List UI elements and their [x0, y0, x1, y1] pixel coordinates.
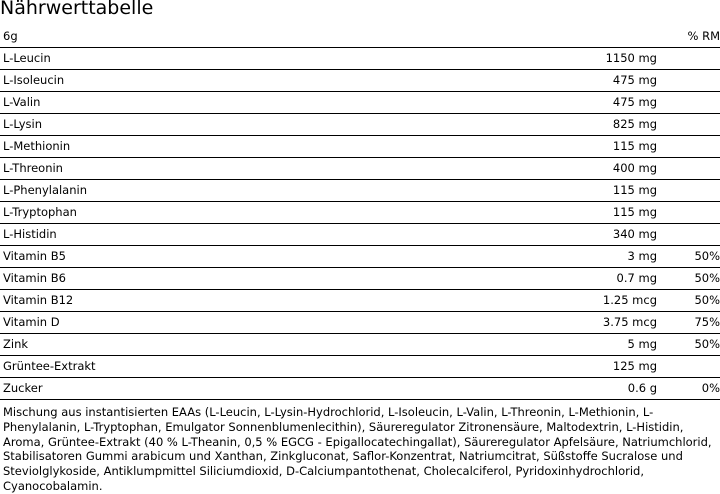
table-row: [0, 290, 720, 312]
table-row: [0, 180, 720, 202]
table-row: [0, 70, 720, 92]
nutrient-name: Vitamin B6: [3, 268, 66, 289]
nutrient-name: Zink: [3, 334, 28, 355]
nutrient-amount: 475 mg: [613, 92, 657, 113]
nutrient-name: L-Lysin: [3, 114, 42, 135]
nutrient-rm-percent: 50%: [694, 246, 720, 267]
nutrient-name: Vitamin B5: [3, 246, 66, 267]
nutrient-amount: 115 mg: [613, 202, 657, 223]
table-row: [0, 92, 720, 114]
nutrient-name: L-Valin: [3, 92, 40, 113]
table-row: [0, 378, 720, 400]
page-title: Nährwerttabelle: [0, 0, 153, 20]
table-row: [0, 356, 720, 378]
rm-column-header: % RM: [688, 26, 720, 47]
nutrient-name: L-Isoleucin: [3, 70, 64, 91]
nutrient-amount: 1150 mg: [606, 48, 657, 69]
nutrient-amount: 825 mg: [613, 114, 657, 135]
nutrient-name: Grüntee-Extrakt: [3, 356, 96, 377]
ingredients-text: Mischung aus instantisierten EAAs (L-Leucin, L-Lysin-Hydrochlorid, L-Isoleucin, L-Valin, L-Threonin, L-Methionin, L-Phenylalanin, L-Tryptophan, Emulgator Sonnenblumenlecithin), Säureregulator Zitronensäure, Maltodextrin, L-Histidin, Aroma, Grüntee-Extrakt (40 % L-Theanin, 0,5 % EGCG - Epigallocatechingallat), Säureregulator Apfelsäure, Natriumchlorid, Stabilisatoren Gummi arabicum und Xanthan, Zinkgluconat, Saflor-Konzentrat, Natriumcitrat, Süßstoffe Sucralose und Steviolglykoside, Antiklumpmittel Siliciumdioxid, D-Calciumpantothenat, Cholecalciferol, Pyridoxinhydrochlorid, Cyanocobalamin.: [3, 405, 717, 494]
table-row: [0, 334, 720, 356]
nutrient-name: L-Methionin: [3, 136, 70, 157]
nutrient-name: Zucker: [3, 378, 43, 399]
nutrient-amount: 340 mg: [613, 224, 657, 245]
nutrient-amount: 115 mg: [613, 136, 657, 157]
nutrient-name: Vitamin D: [3, 312, 60, 333]
nutrient-rm-percent: 0%: [702, 378, 720, 399]
nutrient-name: L-Phenylalanin: [3, 180, 87, 201]
table-row: [0, 268, 720, 290]
nutrient-amount: 400 mg: [613, 158, 657, 179]
table-row: [0, 136, 720, 158]
nutrient-amount: 125 mg: [613, 356, 657, 377]
nutrient-rm-percent: 50%: [694, 268, 720, 289]
nutrient-amount: 3.75 mcg: [603, 312, 657, 333]
table-row: [0, 246, 720, 268]
nutrient-rm-percent: 50%: [694, 334, 720, 355]
nutrient-rm-percent: 50%: [694, 290, 720, 311]
table-row: [0, 202, 720, 224]
nutrition-table: [0, 26, 720, 400]
nutrient-amount: 475 mg: [613, 70, 657, 91]
nutrient-amount: 1.25 mcg: [603, 290, 657, 311]
nutrient-amount: 0.6 g: [628, 378, 657, 399]
nutrient-name: L-Leucin: [3, 48, 51, 69]
nutrient-name: Vitamin B12: [3, 290, 73, 311]
nutrient-amount: 0.7 mg: [617, 268, 657, 289]
nutrient-name: L-Threonin: [3, 158, 63, 179]
table-row: [0, 224, 720, 246]
nutrient-name: L-Histidin: [3, 224, 57, 245]
table-row: [0, 114, 720, 136]
table-row: [0, 48, 720, 70]
nutrient-amount: 3 mg: [628, 246, 657, 267]
nutrient-name: L-Tryptophan: [3, 202, 77, 223]
nutrient-amount: 115 mg: [613, 180, 657, 201]
table-header-row: [0, 26, 720, 48]
nutrient-rm-percent: 75%: [694, 312, 720, 333]
nutrient-amount: 5 mg: [628, 334, 657, 355]
table-row: [0, 158, 720, 180]
table-body: [0, 48, 720, 400]
table-row: [0, 312, 720, 334]
portion-size-label: 6g: [3, 26, 18, 47]
